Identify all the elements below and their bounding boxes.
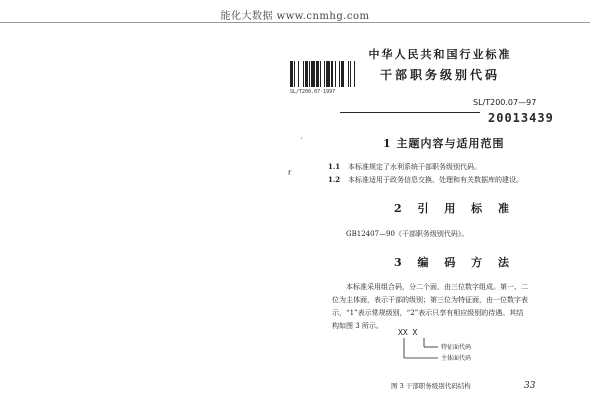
section-3-line-1: 本标准采用组合码，分二个面，由三位数字组成。第一、二: [346, 283, 528, 291]
section-heading-1: 1 主题内容与适用范围: [383, 137, 505, 150]
document-title: 干部职务级别代码: [379, 68, 500, 82]
barcode-text: SL/T200.07-1997: [290, 89, 336, 95]
section-3-line-3: 示，“1”表示常规级别，“2”表示只享有相应级别的待遇。其结: [332, 309, 524, 317]
section-3-line-2: 位为主体面，表示干部的级别；第三位为特征面，由一位数字表: [332, 296, 528, 304]
page-number: 33: [524, 381, 536, 391]
clause-text: 本标准适用于政务信息交换、处理和有关数据库的建设。: [348, 176, 523, 184]
clause-1-2: [328, 173, 523, 187]
code-structure-diagram: [398, 327, 538, 369]
title-rule: [340, 112, 480, 113]
figure-caption: 图 3 干部职务级别代码结构: [391, 382, 471, 390]
margin-mark: ·: [300, 134, 303, 143]
section-2-paragraph: GB12407—90《干部职务级别代码》。: [346, 230, 469, 238]
main-code-label: 主体面代码: [441, 355, 472, 362]
site-header[interactable]: 能化大数据 www.cnmhg.com: [220, 11, 370, 22]
code-pattern: XX X: [398, 328, 418, 337]
clause-1-1: [328, 160, 481, 174]
standard-code: SL/T200.07—97: [473, 98, 537, 107]
section-heading-2: 2 引 用 标 准: [394, 202, 515, 215]
feature-code-label: 特征面代码: [441, 344, 472, 351]
section-3-line-4: 构如图 3 所示。: [332, 322, 383, 330]
serial-number: 20013439: [488, 111, 554, 125]
clause-number: 1.2: [328, 175, 341, 184]
header-divider: [0, 22, 590, 23]
standard-category: 中华人民共和国行业标准: [368, 48, 512, 61]
section-heading-3: 3 编 码 方 法: [394, 256, 515, 269]
margin-mark: r: [288, 168, 292, 177]
clause-number: 1.1: [328, 162, 341, 171]
clause-text: 本标准规定了水利系统干部职务级别代码。: [348, 163, 481, 171]
